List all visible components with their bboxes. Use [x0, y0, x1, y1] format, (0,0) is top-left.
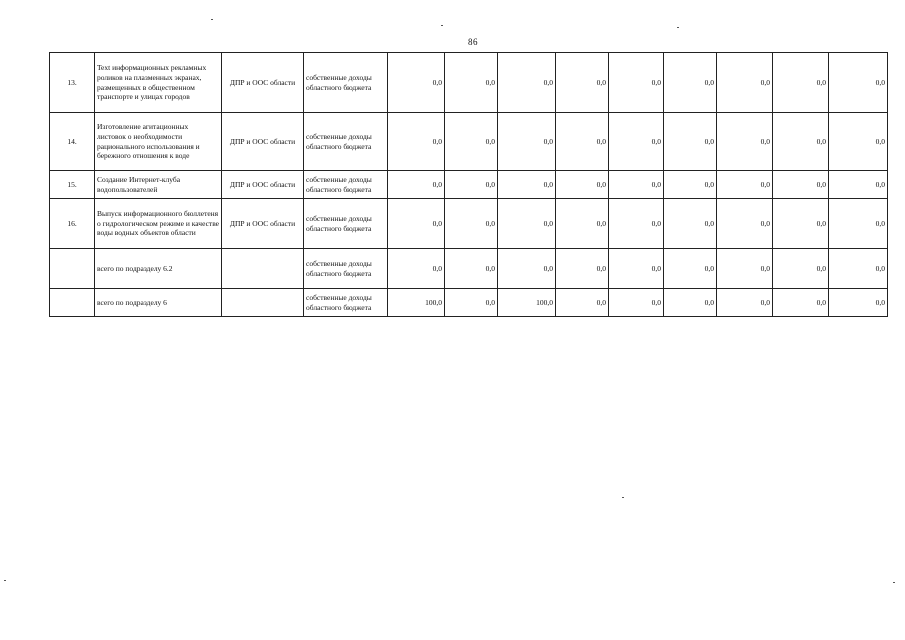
value-cell: 0,0 — [664, 113, 717, 171]
value-cell: 0,0 — [664, 171, 717, 199]
value-cell: 0,0 — [388, 53, 445, 113]
value-cell: 0,0 — [498, 249, 556, 289]
value-cell: 0,0 — [388, 171, 445, 199]
scan-speck — [211, 19, 213, 20]
funding-source: собственные доходы областного бюджета — [304, 53, 388, 113]
value-cell: 0,0 — [773, 249, 829, 289]
funding-source: собственные доходы областного бюджета — [304, 199, 388, 249]
activity-name: Выпуск информационного бюллетеня о гидрологическом режиме и качестве воды водных объектов области — [95, 199, 222, 249]
scan-speck — [677, 27, 679, 28]
value-cell: 0,0 — [609, 249, 664, 289]
value-cell: 0,0 — [498, 171, 556, 199]
funding-source: собственные доходы областного бюджета — [304, 249, 388, 289]
activity-name: Text информационных рекламных роликов на плазменных экранах, размещенных в общественном транспорте и улицах городов — [95, 53, 222, 113]
row-number — [50, 249, 95, 289]
value-cell: 0,0 — [773, 289, 829, 317]
value-cell: 100,0 — [388, 289, 445, 317]
value-cell: 0,0 — [445, 113, 498, 171]
scan-speck — [4, 580, 6, 581]
page-number: 86 — [468, 37, 478, 47]
value-cell: 0,0 — [609, 113, 664, 171]
scan-speck — [441, 25, 443, 26]
funding-source: собственные доходы областного бюджета — [304, 289, 388, 317]
value-cell: 0,0 — [717, 249, 773, 289]
table-row — [50, 53, 888, 113]
row-number: 16. — [50, 199, 95, 249]
value-cell: 0,0 — [445, 199, 498, 249]
executor: ДПР и ООС области — [222, 53, 304, 113]
value-cell: 0,0 — [609, 289, 664, 317]
value-cell: 0,0 — [717, 171, 773, 199]
executor: ДПР и ООС области — [222, 113, 304, 171]
activity-name: Изготовление агитационных листовок о необходимости рационального использования и бережного отношения к воде — [95, 113, 222, 171]
executor: ДПР и ООС области — [222, 199, 304, 249]
value-cell: 0,0 — [388, 113, 445, 171]
row-number: 14. — [50, 113, 95, 171]
value-cell: 0,0 — [445, 289, 498, 317]
value-cell: 0,0 — [498, 199, 556, 249]
value-cell: 0,0 — [556, 289, 609, 317]
value-cell: 0,0 — [498, 113, 556, 171]
value-cell: 0,0 — [773, 199, 829, 249]
table-row — [50, 171, 888, 199]
row-number: 13. — [50, 53, 95, 113]
value-cell: 0,0 — [717, 53, 773, 113]
value-cell: 0,0 — [388, 199, 445, 249]
row-number — [50, 289, 95, 317]
activity-name: всего по подразделу 6 — [95, 289, 222, 317]
value-cell: 0,0 — [445, 171, 498, 199]
row-number: 15. — [50, 171, 95, 199]
value-cell: 0,0 — [773, 171, 829, 199]
table-row — [50, 113, 888, 171]
value-cell: 0,0 — [829, 171, 888, 199]
value-cell: 0,0 — [829, 53, 888, 113]
value-cell: 0,0 — [609, 171, 664, 199]
value-cell: 0,0 — [609, 199, 664, 249]
activity-name: Создание Интернет-клуба водопользователей — [95, 171, 222, 199]
value-cell: 0,0 — [829, 289, 888, 317]
value-cell: 0,0 — [445, 53, 498, 113]
scan-speck — [893, 582, 895, 583]
value-cell: 0,0 — [717, 199, 773, 249]
table-row — [50, 199, 888, 249]
subtotal-row — [50, 249, 888, 289]
executor: ДПР и ООС области — [222, 171, 304, 199]
value-cell: 0,0 — [556, 249, 609, 289]
value-cell: 0,0 — [498, 53, 556, 113]
value-cell: 0,0 — [556, 53, 609, 113]
value-cell: 0,0 — [829, 199, 888, 249]
budget-table — [49, 52, 888, 317]
value-cell: 0,0 — [664, 249, 717, 289]
scan-speck — [622, 497, 624, 498]
value-cell: 0,0 — [664, 289, 717, 317]
value-cell: 0,0 — [609, 53, 664, 113]
value-cell: 0,0 — [556, 171, 609, 199]
funding-source: собственные доходы областного бюджета — [304, 171, 388, 199]
value-cell: 0,0 — [556, 113, 609, 171]
executor — [222, 289, 304, 317]
value-cell: 100,0 — [498, 289, 556, 317]
funding-source: собственные доходы областного бюджета — [304, 113, 388, 171]
value-cell: 0,0 — [664, 53, 717, 113]
value-cell: 0,0 — [773, 53, 829, 113]
activity-name: всего по подразделу 6.2 — [95, 249, 222, 289]
total-row — [50, 289, 888, 317]
value-cell: 0,0 — [829, 249, 888, 289]
value-cell: 0,0 — [829, 113, 888, 171]
value-cell: 0,0 — [773, 113, 829, 171]
value-cell: 0,0 — [556, 199, 609, 249]
executor — [222, 249, 304, 289]
value-cell: 0,0 — [717, 289, 773, 317]
value-cell: 0,0 — [717, 113, 773, 171]
value-cell: 0,0 — [445, 249, 498, 289]
value-cell: 0,0 — [388, 249, 445, 289]
value-cell: 0,0 — [664, 199, 717, 249]
